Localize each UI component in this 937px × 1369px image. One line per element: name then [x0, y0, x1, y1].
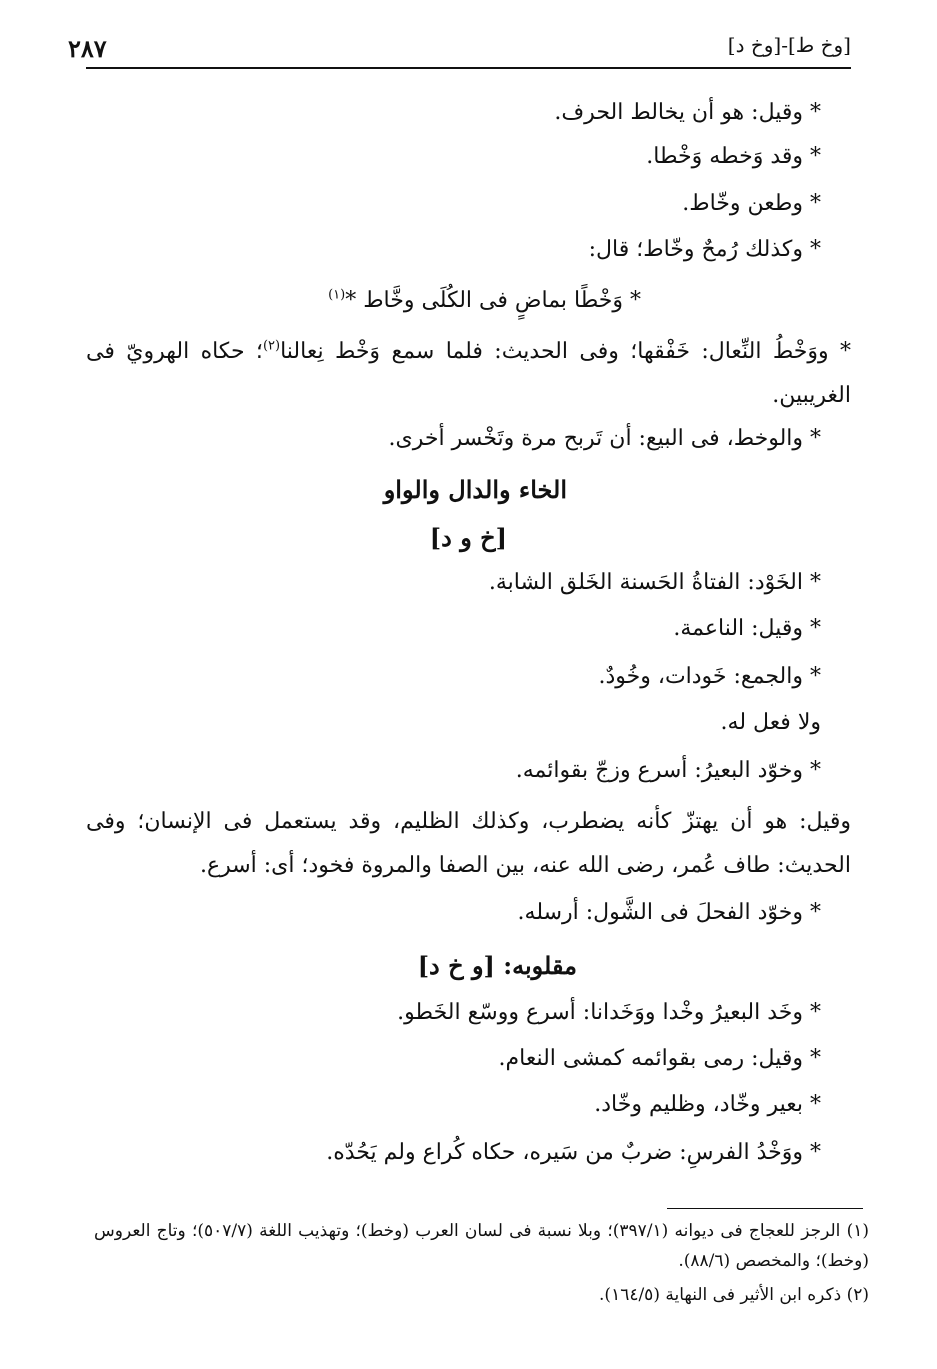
- footnote-ref: (٢): [262, 338, 281, 354]
- entry-text: ؛ حكاه الهرويّ فى الغريبين.: [86, 339, 851, 408]
- entry-line: * وقيل: هو أن يخالط الحرف.: [554, 100, 821, 125]
- footnote-ref: (١): [328, 287, 346, 303]
- entry-line: * وقيل: رمى بقوائمه كمشى النعام.: [498, 1046, 821, 1071]
- entry-line: * ووَخْدُ الفرسِ: ضربٌ من سَيره، حكاه كُراع ولم يَحُدّه.: [326, 1140, 821, 1165]
- entry-text: * ووَخْطُ النِّعال: خَفْقها؛ وفى الحديث: فلما سمع وَخْط نِعالنا: [280, 339, 852, 364]
- entry-line: ولا فعل له.: [720, 710, 821, 735]
- entry-line: * الخَوْد: الفتاةُ الحَسنة الخَلق الشابة.: [488, 570, 821, 595]
- inverse-root-heading: مقلوبه: [و خ د]: [417, 951, 577, 980]
- header-divider: [86, 67, 851, 69]
- page-number: ٢٨٧: [68, 34, 107, 63]
- entry-paragraph: [86, 330, 851, 418]
- entry-line: * بعير وخّاد، وظليم وخّاد.: [594, 1092, 821, 1117]
- entry-line: * والوخط، فى البيع: أن تَربح مرة وتَخْسر أخرى.: [388, 426, 821, 451]
- entry-line: * وكذلك رُمحٌ وخّاط؛ قال:: [588, 237, 821, 262]
- entry-line: * وخَد البعيرُ وخْدا ووَخَدانا: أسرع ووسّع الخَطو.: [397, 1000, 821, 1025]
- footnote-divider: [667, 1208, 863, 1209]
- entry-line: * والجمع: خَودات، وخُودٌ.: [598, 664, 821, 689]
- footnote: (٢) ذكره ابن الأثير فى النهاية (١٦٤/٥).: [599, 1285, 869, 1305]
- entry-line: * وطعن وخّاط.: [682, 191, 821, 216]
- entry-line: * وقد وَخطه وَخْطا.: [646, 144, 821, 169]
- entry-paragraph: وقيل: هو أن يهتزّ كأنه يضطرب، وكذلك الظليم، وقد يستعمل فى الإنسان؛ وفى الحديث: طاف عُمر، رضى الله عنه، بين الصفا والمروة فخود؛ أى: أسرع.: [86, 809, 851, 878]
- entry-line: * وخوّد البعيرُ: أسرع وزجّ بقوائمه.: [515, 758, 821, 783]
- root-heading: [خ و د]: [429, 523, 507, 552]
- entry-line: * وخوّد الفحلَ فى الشَّول: أرسله.: [517, 900, 821, 925]
- running-header-section: [وخ ط]-[وخ د]: [727, 33, 851, 57]
- verse-text: * وَخْطًا بماضٍ فى الكُلَى وخَّاط *: [345, 288, 641, 313]
- footnote: (١) الرجز للعجاج فى ديوانه (٣٩٧/١)؛ وبلا نسبة فى لسان العرب (وخط)؛ وتهذيب اللغة (٥٠٧/٧)؛ وتاج العروس (وخط)؛ والمخصص (٨٨/٦).: [94, 1221, 869, 1271]
- chapter-heading: الخاء والدال والواو: [383, 475, 567, 504]
- entry-line: * وقيل: الناعمة.: [673, 616, 821, 641]
- verse-line: [328, 284, 641, 318]
